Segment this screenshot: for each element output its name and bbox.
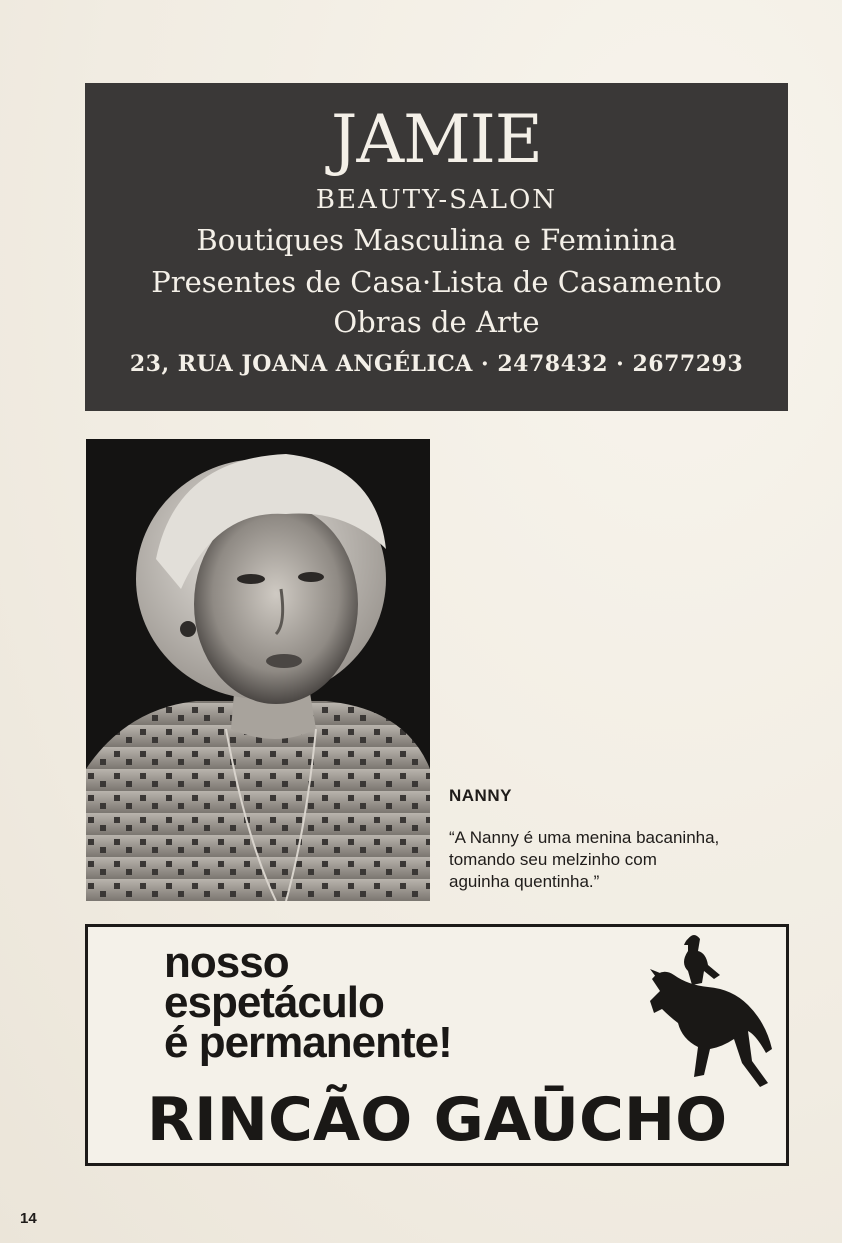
photo-caption-name: NANNY [449,786,512,805]
slogan-line: nosso [164,938,289,987]
quote-line: “A Nanny é uma menina bacaninha, [449,828,720,847]
rincao-ad [85,924,789,1166]
jamie-line-boutiques: Boutiques Masculina e Feminina [196,223,677,257]
jamie-address: 23, RUA JOANA ANGÉLICA · 2478432 · 2677293 [129,351,744,377]
slogan-line: é permanente! [164,1018,452,1067]
jamie-subtitle: BEAUTY-SALON [315,185,558,215]
bucking-horse-rider-icon [648,931,780,1091]
rincao-name: RINCÃO GAŪCHO [146,1085,728,1155]
jamie-brand: JAMIE [331,101,542,178]
jamie-line-obras: Obras de Arte [333,305,540,339]
portrait-illustration [86,439,430,901]
rincao-slogan [164,938,452,1067]
portrait-photo [86,439,430,901]
photo-quote [449,827,829,893]
jamie-ad [85,83,788,411]
page-number: 14 [20,1210,37,1227]
quote-line: tomando seu melzinho com [449,850,657,869]
slogan-line: espetáculo [164,978,384,1027]
jamie-line-presentes: Presentes de Casa·Lista de Casamento [151,265,722,299]
quote-line: aguinha quentinha.” [449,872,600,891]
